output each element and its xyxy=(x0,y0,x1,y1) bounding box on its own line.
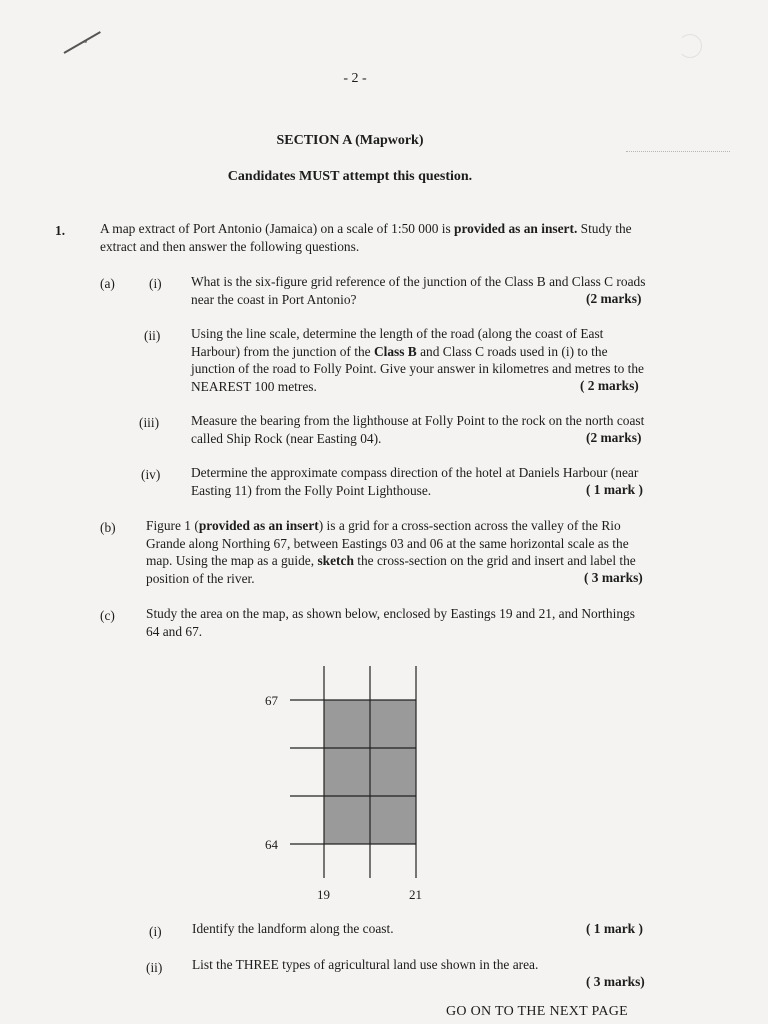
part-c-i-label: (i) xyxy=(149,924,162,939)
northing-64-label: 64 xyxy=(265,837,278,852)
part-a-i-label: (i) xyxy=(149,276,162,291)
part-a-ii-marks: ( 2 marks) xyxy=(580,378,639,393)
part-a-iv-text: Determine the approximate compass direction of the hotel at Daniels Harbour (near Easting 11) from the Folly Point Lighthouse. xyxy=(191,465,639,498)
part-a-i-marks: (2 marks) xyxy=(586,291,642,306)
section-title: SECTION A (Mapwork) xyxy=(276,133,424,148)
pencil-stroke xyxy=(64,31,101,54)
faint-bleed-line xyxy=(626,151,730,152)
instruction: Candidates MUST attempt this question. xyxy=(227,169,473,184)
part-c-text: Study the area on the map, as shown below, enclosed by Eastings 19 and 21, and Northings 64 and 67. xyxy=(146,606,635,639)
part-a-iv-label: (iv) xyxy=(141,467,161,482)
part-a-iii-marks: (2 marks) xyxy=(586,430,642,445)
part-c-ii-label: (ii) xyxy=(146,960,163,975)
part-a-iii-text: Measure the bearing from the lighthouse at Folly Point to the rock on the north coast called Ship Rock (near Easting 04). xyxy=(191,413,645,446)
part-c-ii-marks: ( 3 marks) xyxy=(586,974,645,989)
part-b-marks: ( 3 marks) xyxy=(584,570,643,585)
scan-artifact xyxy=(678,34,702,58)
easting-21-label: 21 xyxy=(409,887,422,902)
question-number: 1. xyxy=(55,223,66,238)
part-b-label: (b) xyxy=(100,520,116,535)
page-number: - 2 - xyxy=(343,71,367,86)
footer-go-on: GO ON TO THE NEXT PAGE xyxy=(446,1004,629,1019)
part-a-iv-marks: ( 1 mark ) xyxy=(586,482,643,497)
part-c-i-text: Identify the landform along the coast. xyxy=(192,921,394,936)
part-c-label: (c) xyxy=(100,608,115,623)
part-c-ii-text: List the THREE types of agricultural land use shown in the area. xyxy=(192,957,539,972)
easting-19-label: 19 xyxy=(317,887,330,902)
part-a-iii-label: (iii) xyxy=(139,415,160,430)
northing-67-label: 67 xyxy=(265,693,278,708)
part-a-i-text: What is the six-figure grid reference of the junction of the Class B and Class C roads near the coast in Port Antonio? xyxy=(191,274,646,307)
part-c-i-marks: ( 1 mark ) xyxy=(586,921,643,936)
part-a-ii-label: (ii) xyxy=(144,328,161,343)
part-a-label: (a) xyxy=(100,276,115,291)
part-a-ii-text: Using the line scale, determine the length of the road (along the coast of East Harbour) from the junction of the Class B and Class C roads used in (i) to the junction of the road to Folly Point. Give your answer in kilometres and metres to the NEAREST 100 metres. xyxy=(191,326,644,394)
part-b-text: Figure 1 (provided as an insert) is a grid for a cross-section across the valley of the Rio Grande along Northing 67, between Eastings 03 and 06 at the same horizontal scale as the map. Using the map as a guide, sketch the cross-section on the grid and insert and label the position of the river. xyxy=(146,518,636,586)
grid-square-figure xyxy=(255,660,435,910)
question-intro: A map extract of Port Antonio (Jamaica) on a scale of 1:50 000 is provided as an insert. Study the extract and then answer the following questions. xyxy=(100,221,632,254)
